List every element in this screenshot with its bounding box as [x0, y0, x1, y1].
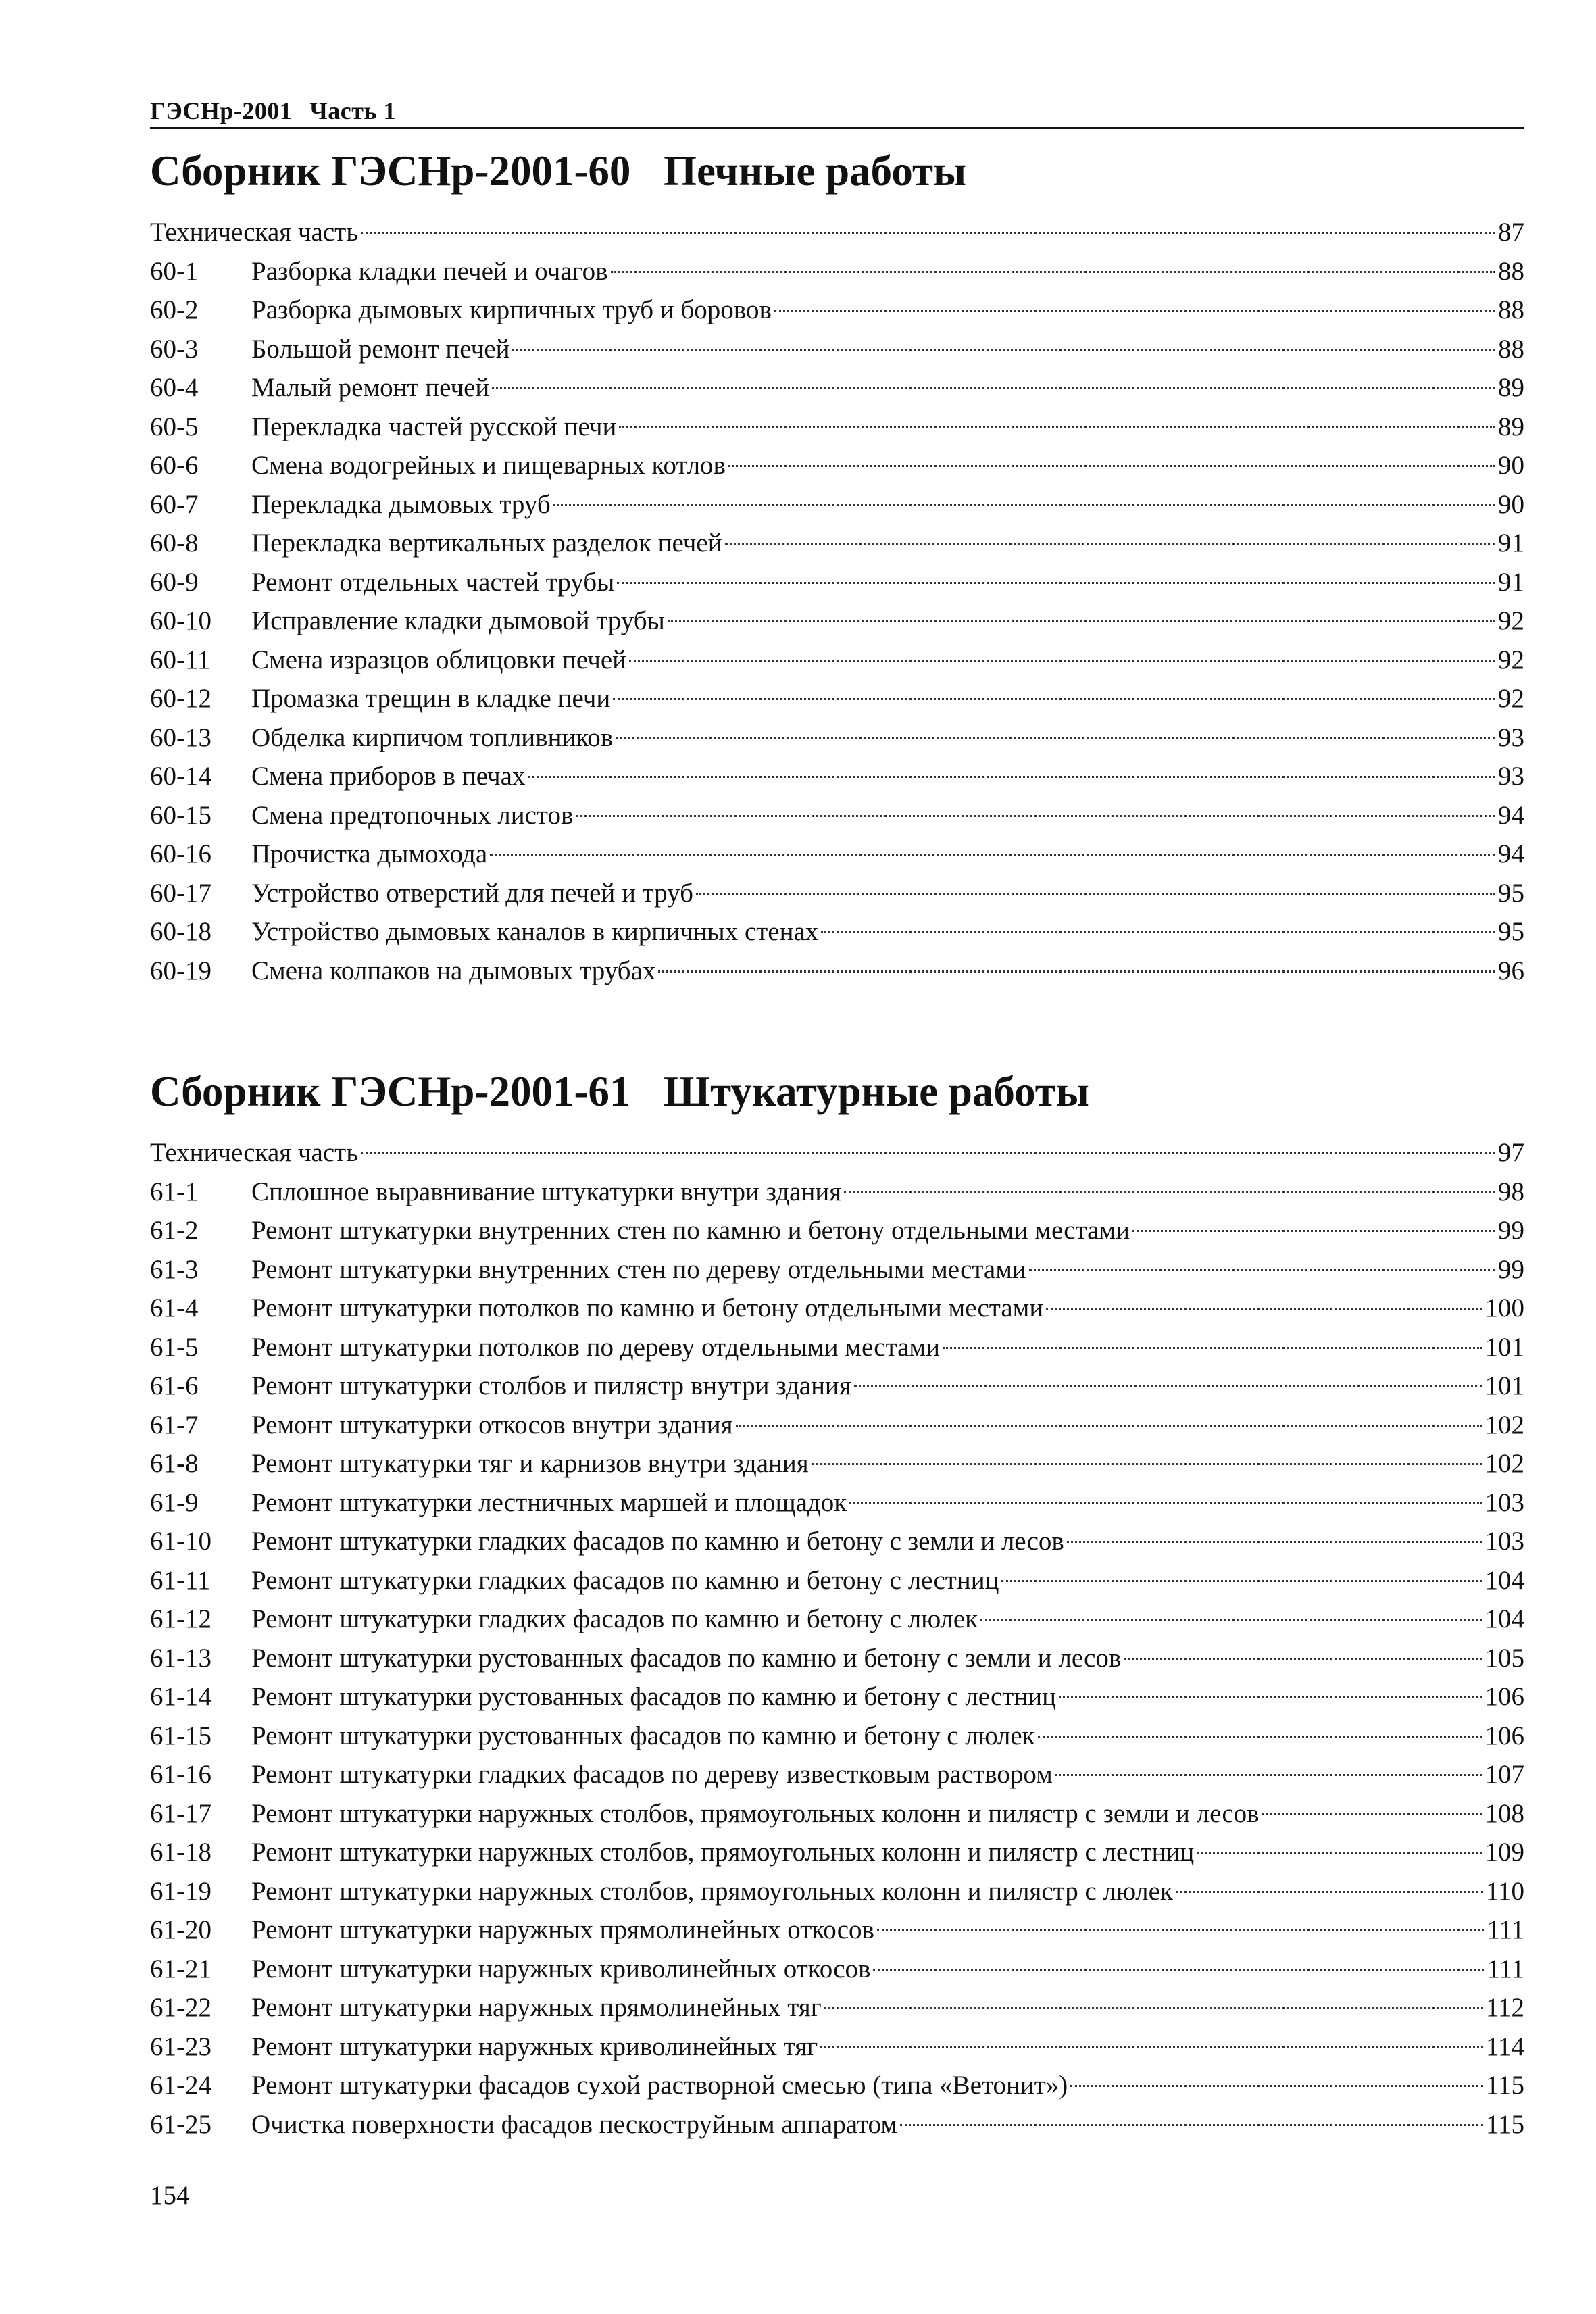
toc-entry-page: 110 — [1485, 1876, 1524, 1906]
toc-entry-page: 87 — [1498, 218, 1524, 247]
toc-entry-number: 61-6 — [150, 1371, 199, 1400]
toc-entry[interactable] — [150, 1717, 1524, 1756]
dot-leader — [1197, 1851, 1482, 1854]
toc-entry-title: Большой ремонт печей — [251, 334, 510, 364]
toc-entry-number: 61-12 — [150, 1604, 211, 1633]
toc-entry[interactable] — [150, 563, 1524, 602]
toc-entry-title: Смена приборов в печах — [251, 762, 526, 791]
toc-entry[interactable] — [150, 874, 1524, 913]
toc-entry-title: Разборка дымовых кирпичных труб и боровов — [251, 295, 772, 324]
toc-entry-number: 60-6 — [150, 451, 199, 480]
dot-leader — [728, 464, 1495, 467]
toc-entry-page: 101 — [1485, 1332, 1524, 1362]
dot-leader — [1262, 1813, 1482, 1815]
section-name: Печные работы — [664, 147, 967, 195]
toc-entry-page: 89 — [1498, 373, 1524, 402]
toc-list — [150, 213, 1524, 990]
toc-entry-page: 100 — [1485, 1294, 1524, 1323]
toc-entry-number: 61-20 — [150, 1915, 211, 1944]
toc-entry-page: 104 — [1485, 1604, 1524, 1633]
toc-entry-page: 104 — [1485, 1565, 1524, 1595]
toc-entry[interactable] — [150, 1250, 1524, 1289]
dot-leader — [361, 1152, 1495, 1154]
page — [150, 95, 1524, 2144]
toc-entry-page: 88 — [1498, 334, 1524, 364]
toc-entry[interactable] — [150, 1988, 1524, 2027]
toc-entry-number: 61-11 — [150, 1565, 211, 1595]
toc-entry-technical-part[interactable] — [150, 213, 1524, 252]
toc-entry-title: Устройство отверстий для печей и труб — [251, 878, 693, 908]
toc-entry-page: 106 — [1485, 1682, 1524, 1711]
dot-leader — [492, 387, 1495, 389]
toc-entry-page: 105 — [1485, 1643, 1524, 1673]
dot-leader — [820, 2046, 1483, 2048]
toc-entry-title: Ремонт штукатурки наружных криволинейных откосов — [251, 1954, 871, 1984]
toc-entry-page: 115 — [1485, 2109, 1524, 2139]
toc-entry-page: 97 — [1498, 1138, 1524, 1167]
toc-entry-title: Техническая часть — [150, 218, 359, 247]
dot-leader — [849, 1502, 1482, 1504]
toc-entry-page: 88 — [1498, 295, 1524, 324]
toc-entry[interactable] — [150, 718, 1524, 758]
toc-entry-title: Ремонт штукатурки наружных прямолинейных откосов — [251, 1915, 874, 1944]
toc-entry-title: Смена предтопочных листов — [251, 800, 574, 830]
toc-entry[interactable] — [150, 757, 1524, 796]
toc-entry[interactable] — [150, 641, 1524, 680]
toc-entry-title: Прочистка дымохода — [251, 839, 488, 868]
toc-entry[interactable] — [150, 796, 1524, 835]
toc-entry-page: 94 — [1498, 800, 1524, 830]
toc-entry[interactable] — [150, 1522, 1524, 1561]
toc-entry[interactable] — [150, 1561, 1524, 1600]
toc-entry-page: 112 — [1485, 1993, 1524, 2022]
toc-entry-title: Ремонт штукатурки тяг и карнизов внутри здания — [251, 1449, 809, 1478]
toc-entry-title: Ремонт штукатурки наружных столбов, прямоугольных колонн и пилястр с лестниц — [251, 1838, 1195, 1867]
dot-leader — [1124, 1657, 1482, 1660]
toc-entry[interactable] — [150, 1406, 1524, 1445]
toc-entry-number: 61-4 — [150, 1294, 199, 1323]
toc-entry-number: 60-18 — [150, 917, 211, 946]
toc-list — [150, 1133, 1524, 2144]
toc-entry[interactable] — [150, 1872, 1524, 1911]
toc-entry-title: Ремонт штукатурки наружных криволинейных тяг — [251, 2032, 818, 2061]
toc-entry-number: 61-23 — [150, 2032, 211, 2061]
toc-entry-number: 61-9 — [150, 1487, 199, 1517]
toc-entry[interactable] — [150, 835, 1524, 874]
toc-entry-title: Перекладка частей русской печи — [251, 412, 617, 441]
toc-entry-page: 96 — [1498, 956, 1524, 985]
toc-entry-title: Ремонт штукатурки лестничных маршей и площадок — [251, 1487, 847, 1517]
dot-leader — [1059, 1696, 1482, 1698]
toc-entry[interactable] — [150, 291, 1524, 330]
dot-leader — [821, 931, 1495, 933]
toc-entry-page: 101 — [1485, 1371, 1524, 1400]
toc-entry-title: Ремонт штукатурки внутренних стен по камню и бетону отдельными местами — [251, 1216, 1130, 1245]
dot-leader — [576, 814, 1495, 817]
dot-leader — [553, 503, 1495, 506]
toc-entry-page: 91 — [1498, 528, 1524, 558]
dot-leader — [1176, 1890, 1483, 1893]
toc-entry-title: Ремонт штукатурки рустованных фасадов по камню и бетону с люлек — [251, 1721, 1035, 1750]
section-code: Сборник ГЭСНр-2001-60 — [150, 147, 631, 195]
toc-entry-number: 60-17 — [150, 878, 211, 908]
toc-entry[interactable] — [150, 952, 1524, 991]
toc-entry[interactable] — [150, 2066, 1524, 2105]
toc-entry[interactable] — [150, 1328, 1524, 1367]
running-head — [150, 95, 1524, 129]
dot-leader — [1038, 1735, 1482, 1738]
dot-leader — [980, 1618, 1482, 1621]
toc-entry[interactable] — [150, 1367, 1524, 1406]
toc-entry-technical-part[interactable] — [150, 1133, 1524, 1173]
dot-leader — [900, 2123, 1483, 2126]
toc-entry-number: 61-17 — [150, 1798, 211, 1828]
toc-entry-title: Ремонт штукатурки столбов и пилястр внутри здания — [251, 1371, 851, 1400]
toc-entry[interactable] — [150, 1211, 1524, 1250]
toc-entry-number: 61-21 — [150, 1954, 211, 1984]
section-title — [150, 1064, 1524, 1118]
toc-entry-page: 99 — [1498, 1216, 1524, 1245]
dot-leader — [1001, 1579, 1482, 1582]
toc-entry-title: Смена изразцов облицовки печей — [251, 645, 627, 674]
dot-leader — [658, 970, 1495, 973]
toc-entry-title: Ремонт штукатурки внутренних стен по дереву отдельными местами — [251, 1254, 1026, 1284]
dot-leader — [943, 1346, 1482, 1349]
toc-entry-title: Смена колпаков на дымовых трубах — [251, 956, 656, 985]
toc-entry-number: 60-19 — [150, 956, 211, 985]
toc-entry[interactable] — [150, 1483, 1524, 1523]
toc-entry-page: 106 — [1485, 1721, 1524, 1750]
toc-entry-title: Промазка трещин в кладке печи — [251, 684, 611, 713]
toc-entry-page: 114 — [1485, 2032, 1524, 2061]
toc-entry-number: 60-15 — [150, 800, 211, 830]
toc-entry[interactable] — [150, 408, 1524, 447]
toc-entry-number: 60-8 — [150, 528, 199, 558]
toc-entry-title: Ремонт штукатурки наружных прямолинейных тяг — [251, 1993, 822, 2022]
toc-entry-number: 61-10 — [150, 1527, 211, 1556]
toc-entry-page: 89 — [1498, 412, 1524, 441]
toc-entry-number: 60-12 — [150, 684, 211, 713]
toc-entry[interactable] — [150, 1794, 1524, 1833]
dot-leader — [696, 892, 1495, 895]
toc-entry[interactable] — [150, 912, 1524, 952]
toc-entry[interactable] — [150, 524, 1524, 563]
toc-entry-title: Техническая часть — [150, 1138, 359, 1167]
toc-entry-title: Ремонт отдельных частей трубы — [251, 567, 615, 597]
toc-entry[interactable] — [150, 368, 1524, 408]
toc-entry-number: 60-1 — [150, 256, 199, 286]
toc-sections — [150, 144, 1524, 2144]
toc-entry-title: Сплошное выравнивание штукатурки внутри здания — [251, 1177, 842, 1206]
toc-entry[interactable] — [150, 485, 1524, 524]
toc-entry-page: 95 — [1498, 917, 1524, 946]
toc-entry-number: 61-5 — [150, 1332, 199, 1362]
dot-leader — [613, 697, 1495, 700]
toc-entry[interactable] — [150, 2105, 1524, 2144]
toc-entry-page: 109 — [1485, 1838, 1524, 1867]
toc-entry[interactable] — [150, 1833, 1524, 1872]
toc-entry[interactable] — [150, 1677, 1524, 1717]
toc-entry-title: Ремонт штукатурки наружных столбов, прямоугольных колонн и пилястр с земли и лесов — [251, 1798, 1260, 1828]
toc-entry[interactable] — [150, 601, 1524, 641]
toc-entry[interactable] — [150, 1639, 1524, 1678]
toc-entry-page: 115 — [1485, 2071, 1524, 2100]
toc-entry-number: 60-10 — [150, 606, 211, 635]
toc-entry-page: 93 — [1498, 722, 1524, 752]
dot-leader — [619, 426, 1495, 428]
toc-entry-page: 107 — [1485, 1760, 1524, 1789]
section-code: Сборник ГЭСНр-2001-61 — [150, 1068, 631, 1115]
toc-entry[interactable] — [150, 1755, 1524, 1794]
toc-entry-number: 61-7 — [150, 1410, 199, 1439]
toc-entry-title: Исправление кладки дымовой трубы — [251, 606, 665, 635]
dot-leader — [617, 581, 1495, 584]
toc-entry[interactable] — [150, 2027, 1524, 2067]
dot-leader — [725, 542, 1495, 545]
toc-entry-page: 88 — [1498, 256, 1524, 286]
toc-entry[interactable] — [150, 1444, 1524, 1483]
section-name: Штукатурные работы — [664, 1068, 1089, 1115]
toc-entry-title: Смена водогрейных и пищеварных котлов — [251, 451, 726, 480]
toc-entry[interactable] — [150, 679, 1524, 718]
toc-entry-page: 108 — [1485, 1798, 1524, 1828]
dot-leader — [611, 270, 1495, 273]
toc-entry-number: 60-13 — [150, 722, 211, 752]
dot-leader — [877, 1929, 1484, 1931]
dot-leader — [854, 1385, 1482, 1387]
dot-leader — [844, 1191, 1495, 1193]
toc-entry-page: 90 — [1498, 451, 1524, 480]
dot-leader — [629, 659, 1495, 662]
toc-entry-title: Малый ремонт печей — [251, 373, 490, 402]
toc-entry-number: 61-25 — [150, 2109, 211, 2139]
toc-entry-page: 91 — [1498, 567, 1524, 597]
toc-entry[interactable] — [150, 1600, 1524, 1639]
dot-leader — [736, 1424, 1482, 1427]
toc-entry-title: Разборка кладки печей и очагов — [251, 256, 608, 286]
toc-entry-page: 111 — [1487, 1915, 1524, 1944]
toc-entry-title: Перекладка дымовых труб — [251, 489, 551, 519]
toc-entry-number: 60-9 — [150, 567, 199, 597]
dot-leader — [873, 1968, 1484, 1971]
dot-leader — [528, 775, 1495, 778]
toc-entry-number: 60-5 — [150, 412, 199, 441]
toc-entry-page: 92 — [1498, 645, 1524, 674]
toc-entry-page: 98 — [1498, 1177, 1524, 1206]
toc-entry-page: 93 — [1498, 762, 1524, 791]
toc-entry-title: Ремонт штукатурки гладких фасадов по дереву известковым раствором — [251, 1760, 1053, 1789]
toc-entry-title: Ремонт штукатурки потолков по камню и бетону отдельными местами — [251, 1294, 1044, 1323]
toc-entry[interactable] — [150, 1950, 1524, 1989]
toc-entry-page: 102 — [1485, 1449, 1524, 1478]
toc-entry-title: Устройство дымовых каналов в кирпичных стенах — [251, 917, 819, 946]
toc-entry-number: 60-4 — [150, 373, 199, 402]
toc-entry[interactable] — [150, 1173, 1524, 1212]
dot-leader — [1029, 1269, 1495, 1271]
dot-leader — [668, 620, 1495, 622]
toc-entry-title: Ремонт штукатурки рустованных фасадов по камню и бетону с лестниц — [251, 1682, 1056, 1711]
toc-entry-title: Ремонт штукатурки потолков по дереву отдельными местами — [251, 1332, 940, 1362]
section-title — [150, 144, 1524, 198]
toc-entry-number: 60-11 — [150, 645, 211, 674]
toc-entry-number: 61-18 — [150, 1838, 211, 1867]
toc-entry-number: 61-3 — [150, 1254, 199, 1284]
toc-entry-title: Обделка кирпичом топливников — [251, 722, 614, 752]
dot-leader — [1132, 1229, 1495, 1232]
toc-entry-title: Ремонт штукатурки гладких фасадов по камню и бетону с люлек — [251, 1604, 978, 1633]
toc-entry-title: Ремонт штукатурки рустованных фасадов по камню и бетону с земли и лесов — [251, 1643, 1122, 1673]
toc-entry-page: 103 — [1485, 1487, 1524, 1517]
dot-leader — [616, 737, 1495, 739]
toc-entry-title: Ремонт штукатурки фасадов сухой растворной смесью (типа «Ветонит») — [251, 2071, 1068, 2100]
dot-leader — [490, 853, 1495, 856]
dot-leader — [1046, 1307, 1482, 1310]
toc-entry-number: 61-16 — [150, 1760, 211, 1789]
toc-entry-page: 111 — [1487, 1954, 1524, 1984]
toc-entry-number: 61-1 — [150, 1177, 199, 1206]
dot-leader — [812, 1462, 1482, 1465]
toc-entry-title: Ремонт штукатурки гладких фасадов по камню и бетону с лестниц — [251, 1565, 999, 1595]
running-head-part: Часть 1 — [309, 97, 396, 124]
toc-entry-title: Очистка поверхности фасадов пескоструйным аппаратом — [251, 2109, 897, 2139]
toc-entry-page: 94 — [1498, 839, 1524, 868]
dot-leader — [1055, 1773, 1482, 1776]
toc-entry[interactable] — [150, 252, 1524, 291]
toc-entry-number: 60-3 — [150, 334, 199, 364]
toc-entry-number: 61-15 — [150, 1721, 211, 1750]
toc-entry-title: Ремонт штукатурки наружных столбов, прямоугольных колонн и пилястр с люлек — [251, 1876, 1173, 1906]
dot-leader — [1070, 2084, 1483, 2087]
dot-leader — [512, 348, 1495, 351]
running-head-doc: ГЭСНр-2001 — [150, 97, 293, 124]
toc-entry-page: 90 — [1498, 489, 1524, 519]
toc-entry-title: Ремонт штукатурки гладких фасадов по камню и бетону с земли и лесов — [251, 1527, 1064, 1556]
dot-leader — [824, 2007, 1483, 2009]
toc-entry[interactable] — [150, 446, 1524, 485]
dot-leader — [361, 231, 1495, 234]
toc-entry-number: 60-16 — [150, 839, 211, 868]
toc-entry[interactable] — [150, 330, 1524, 369]
toc-entry[interactable] — [150, 1289, 1524, 1328]
toc-entry-number: 60-2 — [150, 295, 199, 324]
toc-entry-number: 61-22 — [150, 1993, 211, 2022]
toc-entry-number: 61-24 — [150, 2071, 211, 2100]
toc-entry-number: 60-7 — [150, 489, 199, 519]
toc-entry[interactable] — [150, 1911, 1524, 1950]
toc-entry-page: 102 — [1485, 1410, 1524, 1439]
toc-entry-page: 92 — [1498, 606, 1524, 635]
toc-entry-page: 95 — [1498, 878, 1524, 908]
toc-entry-number: 61-13 — [150, 1643, 211, 1673]
toc-entry-number: 60-14 — [150, 762, 211, 791]
toc-entry-page: 103 — [1485, 1527, 1524, 1556]
toc-entry-number: 61-19 — [150, 1876, 211, 1906]
toc-entry-title: Перекладка вертикальных разделок печей — [251, 528, 722, 558]
toc-entry-number: 61-14 — [150, 1682, 211, 1711]
dot-leader — [1067, 1540, 1482, 1543]
page-number: 154 — [150, 2181, 190, 2210]
toc-entry-number: 61-8 — [150, 1449, 199, 1478]
toc-entry-page: 99 — [1498, 1254, 1524, 1284]
dot-leader — [774, 309, 1495, 312]
toc-entry-title: Ремонт штукатурки откосов внутри здания — [251, 1410, 733, 1439]
toc-entry-number: 61-2 — [150, 1216, 199, 1245]
toc-entry-page: 92 — [1498, 684, 1524, 713]
section-gap — [150, 990, 1524, 1050]
